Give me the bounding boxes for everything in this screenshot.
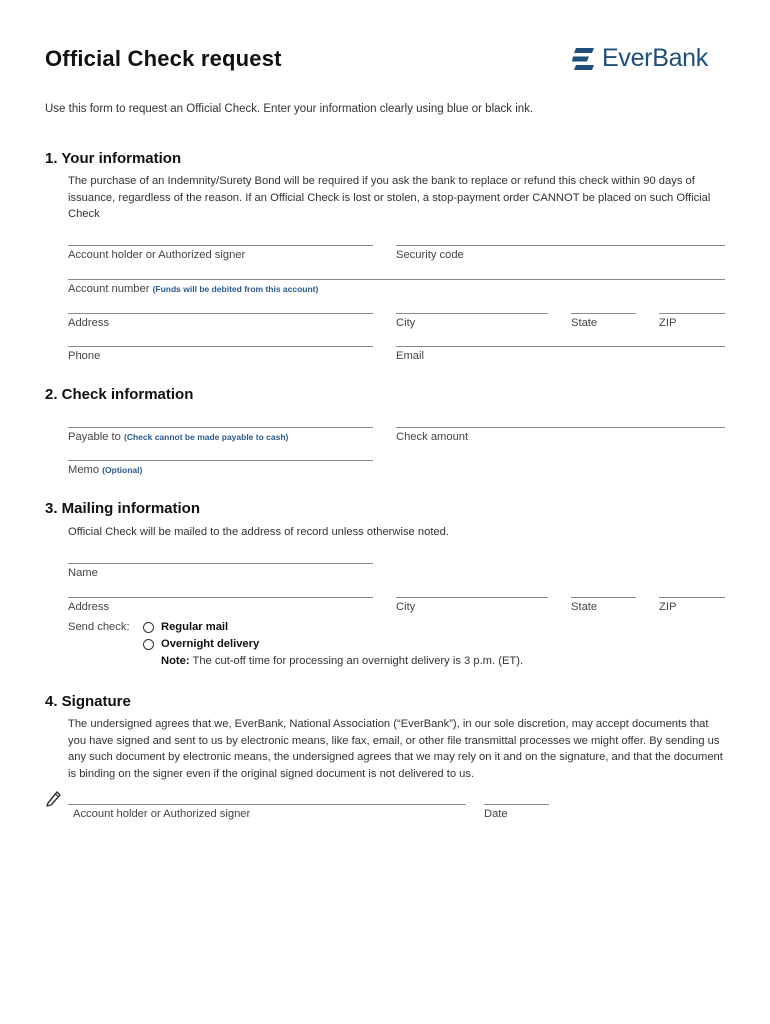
memo-field[interactable]: [68, 460, 373, 476]
signature-label: Account holder or Authorized signer: [73, 808, 251, 820]
account-number-field[interactable]: [68, 279, 725, 295]
mailing-name-label: Name: [68, 567, 98, 579]
security-code-field[interactable]: [396, 245, 725, 261]
regular-mail-option[interactable]: [143, 621, 228, 633]
mailing-zip-field[interactable]: [659, 597, 725, 613]
overnight-note-label: Note:: [161, 655, 190, 667]
account-number-label: Account number: [68, 283, 150, 295]
overnight-note: [161, 655, 523, 667]
overnight-note-text: The cut-off time for processing an overnight delivery is 3 p.m. (ET).: [192, 655, 524, 667]
date-label: Date: [484, 808, 508, 820]
zip-field[interactable]: [659, 313, 725, 329]
section-signature-paragraph: The undersigned agrees that we, EverBank, National Association (“EverBank”), in our sole discretion, may accept documents that you have signed and sent to us by electronic means, like fax, email, or other file transmittal processes we might offer. By sending us any such document by electronic means, the undersigned agrees that we may rely on it and on the signature, and that the document is binding on the signer even if the original signed document is not delivered to us.: [68, 718, 723, 780]
phone-field[interactable]: [68, 346, 373, 362]
send-check-label: Send check:: [68, 621, 130, 633]
city-field[interactable]: [396, 313, 548, 329]
overnight-delivery-option[interactable]: [143, 638, 259, 650]
email-label: Email: [396, 350, 424, 362]
address-field[interactable]: [68, 313, 373, 329]
mailing-name-field[interactable]: [68, 563, 373, 579]
check-amount-label: Check amount: [396, 431, 469, 443]
mailing-address-field[interactable]: [68, 597, 373, 613]
security-code-label: Security code: [396, 249, 464, 261]
mailing-city-field[interactable]: [396, 597, 548, 613]
brand-logo: [572, 44, 708, 73]
overnight-delivery-label: Overnight delivery: [161, 638, 260, 650]
address-label: Address: [68, 317, 110, 329]
section-signature-heading: 4. Signature: [45, 693, 131, 710]
phone-label: Phone: [68, 350, 101, 362]
brand-name: EverBank: [602, 44, 708, 72]
state-label: State: [571, 317, 598, 329]
mailing-address-label: Address: [68, 601, 110, 613]
check-amount-field[interactable]: [396, 427, 725, 443]
section-your-information-paragraph: The purchase of an Indemnity/Surety Bond will be required if you ask the bank to replace or refund this check within 90 days of issuance, regardless of the reason. If an Official Check is lost or stolen, a stop-payment order CANNOT be placed on such Official Check: [68, 175, 711, 220]
section-mailing-information-paragraph: Official Check will be mailed to the address of record unless otherwise noted.: [68, 526, 449, 538]
payable-to-field[interactable]: [68, 427, 373, 443]
zip-label: ZIP: [659, 317, 677, 329]
signature-field[interactable]: [68, 804, 466, 820]
section-your-information-heading: 1. Your information: [45, 150, 182, 167]
memo-label: Memo: [68, 464, 100, 476]
city-label: City: [396, 317, 416, 329]
date-field[interactable]: [484, 804, 549, 820]
payable-to-note: (Check cannot be made payable to cash): [123, 432, 289, 442]
account-holder-label: Account holder or Authorized signer: [68, 249, 246, 261]
regular-mail-label: Regular mail: [161, 621, 229, 633]
everbank-logo-icon: [572, 48, 596, 70]
pen-icon: [45, 789, 63, 807]
section-mailing-information-heading: 3. Mailing information: [45, 500, 201, 517]
mailing-city-label: City: [396, 601, 416, 613]
email-field[interactable]: [396, 346, 725, 362]
page-title: Official Check request: [45, 46, 282, 71]
mailing-zip-label: ZIP: [659, 601, 677, 613]
mailing-state-label: State: [571, 601, 598, 613]
section-check-information-heading: 2. Check information: [45, 386, 194, 403]
intro-text: Use this form to request an Official Check. Enter your information clearly using blue or black ink.: [45, 103, 534, 115]
mailing-state-field[interactable]: [571, 597, 636, 613]
state-field[interactable]: [571, 313, 636, 329]
regular-mail-radio[interactable]: [143, 622, 154, 633]
memo-note: (Optional): [102, 465, 143, 475]
payable-to-label: Payable to: [68, 431, 121, 443]
overnight-delivery-radio[interactable]: [143, 639, 154, 650]
account-number-note: (Funds will be debited from this account): [152, 284, 319, 294]
account-holder-field[interactable]: [68, 245, 373, 261]
